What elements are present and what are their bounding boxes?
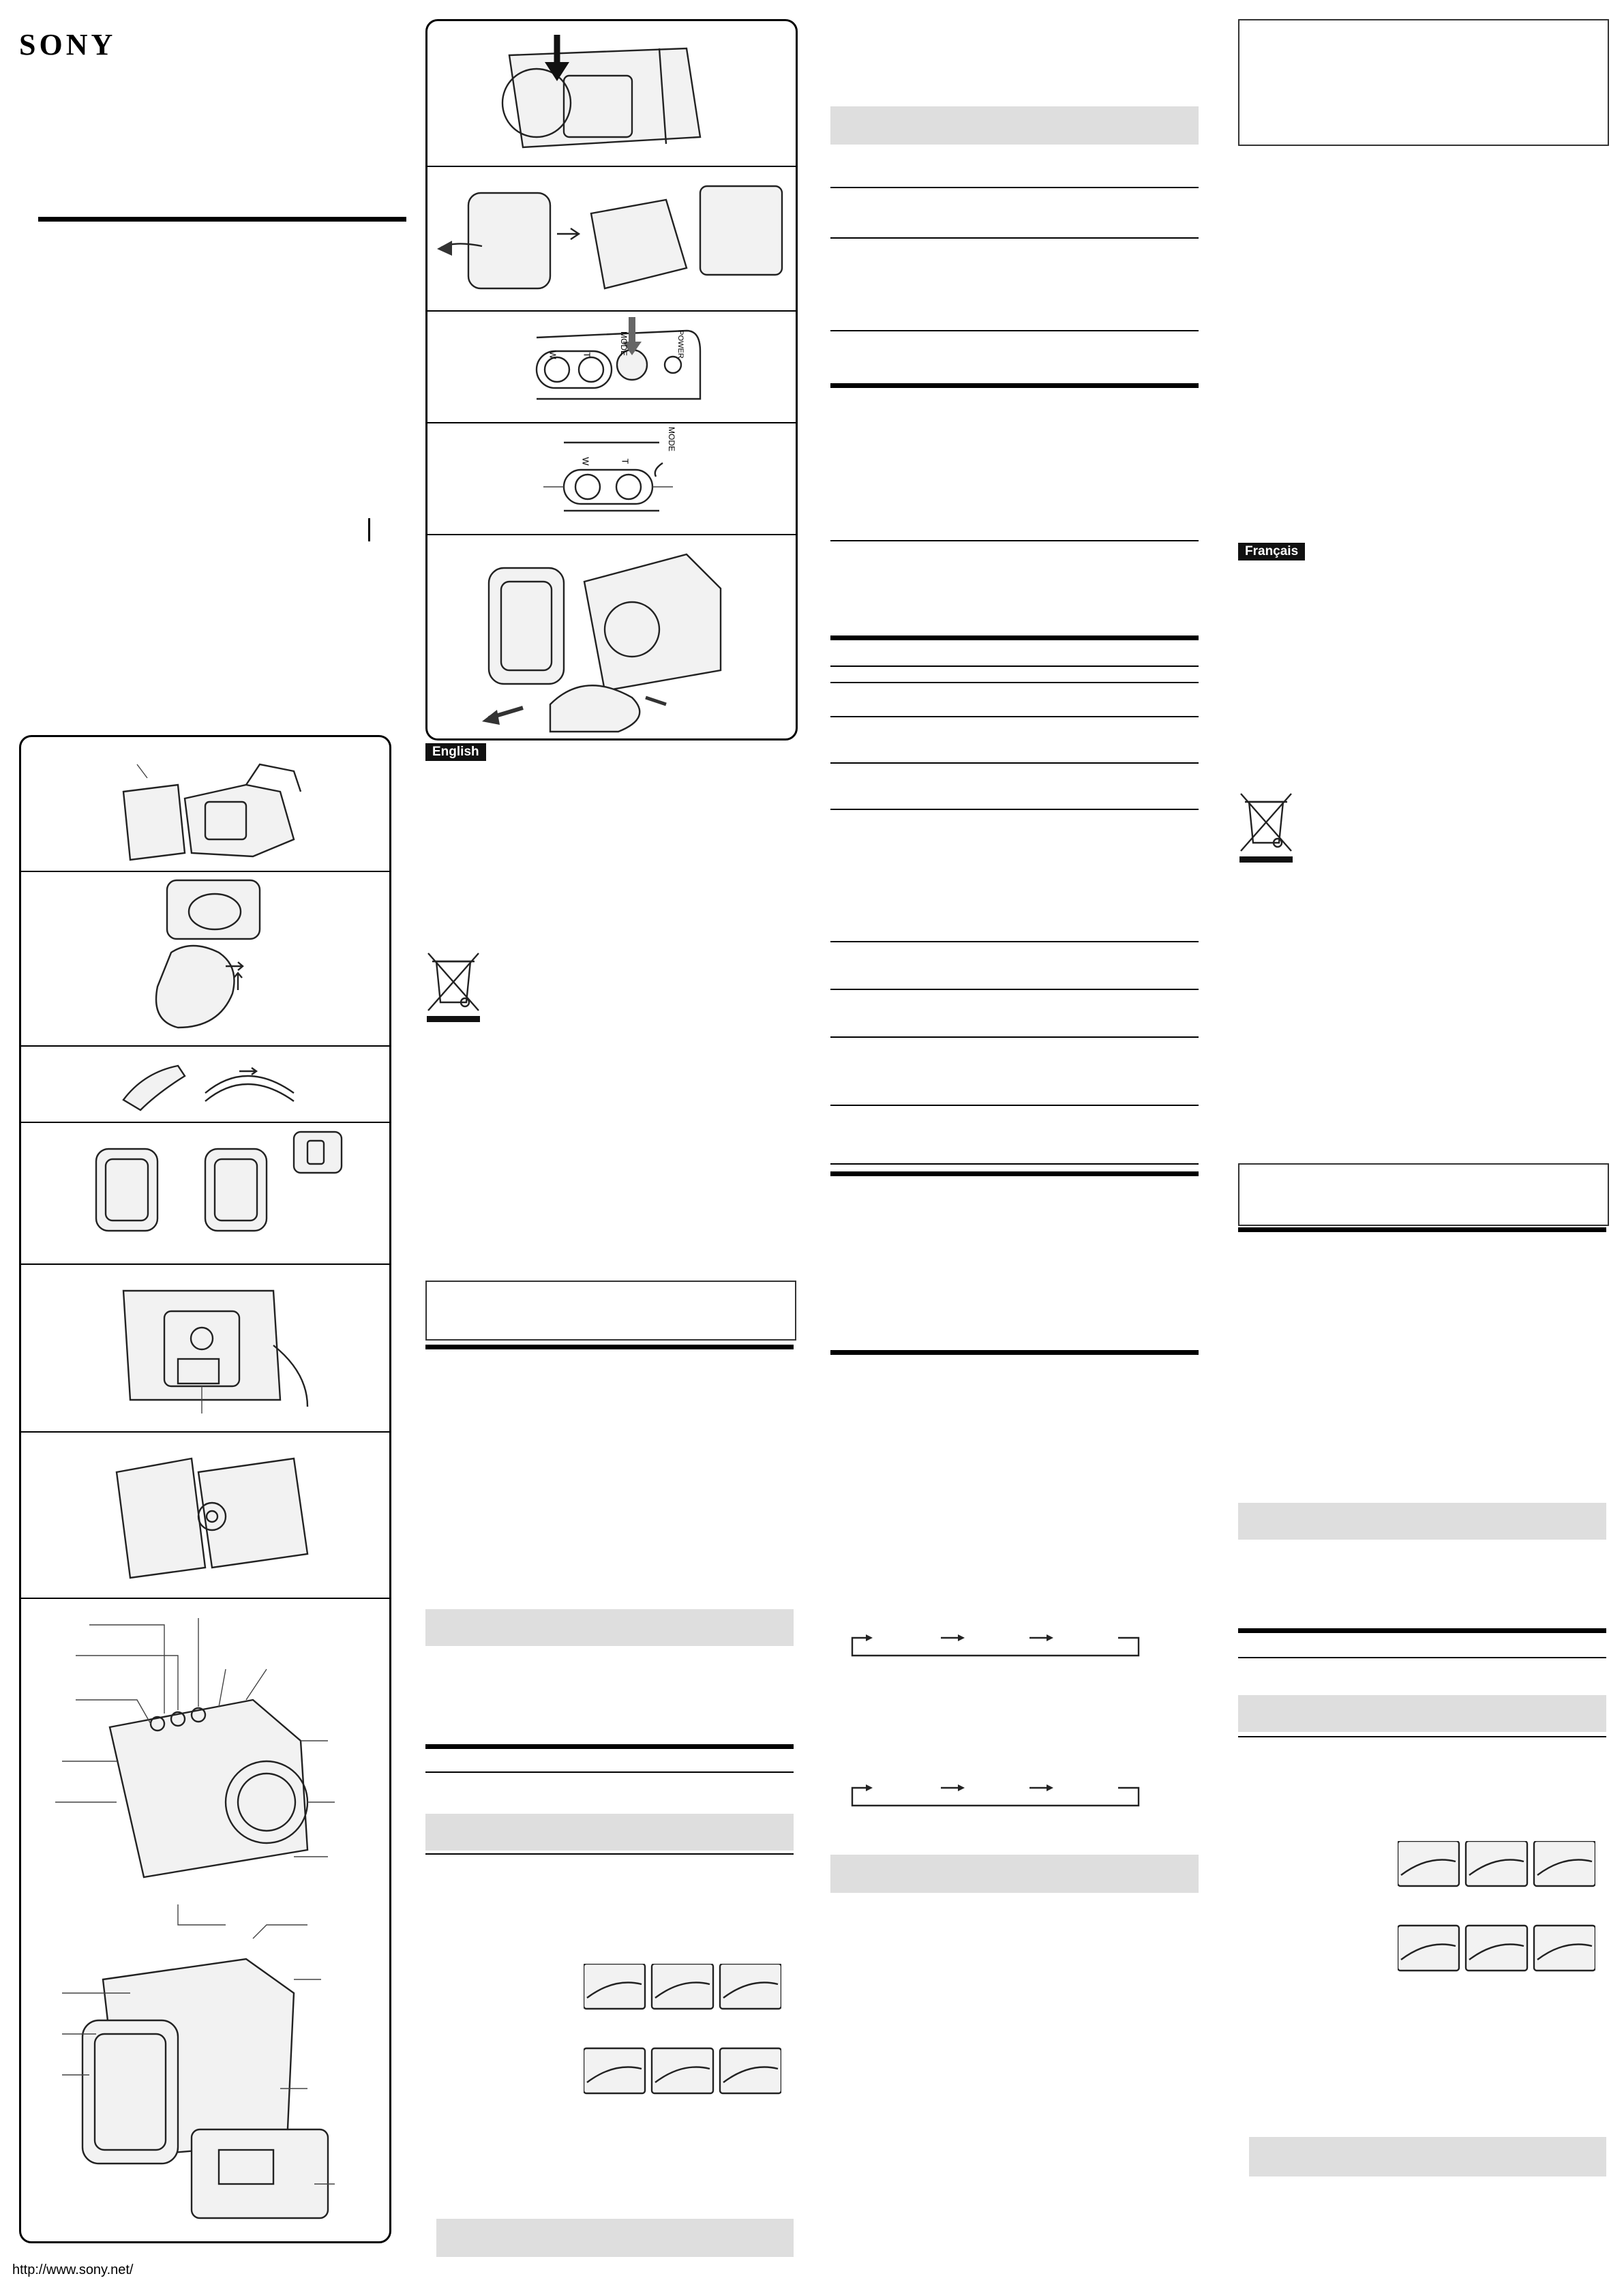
zoom-label-w: W <box>580 457 591 466</box>
col3-table-line-2 <box>830 682 1199 683</box>
col3-table-line-4 <box>830 762 1199 764</box>
step-fit-oring <box>21 1122 389 1265</box>
col3-divider-2 <box>830 237 1199 239</box>
btn-label-power: POWER <box>676 330 685 359</box>
oring-damage-examples-en <box>584 1964 781 2114</box>
parts-diagram <box>21 1598 389 2241</box>
step-wipe-oring <box>21 1045 389 1123</box>
french-heading-rule-2 <box>1238 1628 1606 1633</box>
step-insert-camera <box>21 1263 389 1433</box>
french-notice-box <box>1238 1163 1609 1226</box>
english-notice-box <box>425 1281 796 1341</box>
french-section-tag: Français <box>1238 543 1305 560</box>
col3-table-line-9 <box>830 1105 1199 1106</box>
oring-damage-examples-fr <box>1398 1841 1595 1991</box>
camera-removal-illustration <box>427 534 796 738</box>
margin-mark <box>368 518 370 541</box>
col3-heading-rule-3 <box>830 1171 1199 1176</box>
col3-heading-rule-2 <box>830 635 1199 640</box>
assembly-steps-panel-right <box>425 19 798 740</box>
sony-logo: SONY <box>19 28 117 61</box>
btn-label-mode: MODE <box>619 331 629 356</box>
step-mode-button <box>427 310 796 423</box>
mode-cycle-diagram-1 <box>845 1631 1159 1658</box>
col3-table-line-7 <box>830 989 1199 990</box>
english-divider-b <box>425 1853 794 1855</box>
finger-wipe-illustration <box>21 1045 389 1122</box>
col3-table-line-3 <box>830 716 1199 717</box>
crossed-out-wheelie-bin-icon-fr <box>1235 788 1297 863</box>
english-heading-rule <box>425 1345 794 1349</box>
french-divider-a <box>1238 1657 1606 1658</box>
col3-table-line-10 <box>830 1163 1199 1165</box>
col3-table-line-8 <box>830 1036 1199 1038</box>
col3-band-2 <box>830 1855 1199 1893</box>
french-footer-band <box>1249 2137 1606 2176</box>
step-attach-tripod <box>21 1431 389 1599</box>
col3-divider-1 <box>830 187 1199 188</box>
zoom-buttons-illustration <box>427 422 796 534</box>
col3-table-line-6 <box>830 941 1199 942</box>
french-heading-rule-1 <box>1238 1227 1606 1232</box>
english-subheading-band-1 <box>425 1609 794 1646</box>
sony-website-link[interactable]: http://www.sony.net/ <box>12 2262 134 2277</box>
col3-divider-4 <box>830 540 1199 541</box>
french-top-notice-box <box>1238 19 1609 146</box>
case-interior-illustration <box>21 1263 389 1431</box>
lcd-cover-illustration <box>427 166 796 310</box>
step-open-lcd-cover <box>427 166 796 312</box>
assembly-steps-panel-left <box>19 735 391 2243</box>
col3-divider-3 <box>830 330 1199 331</box>
step-zoom-buttons <box>427 422 796 535</box>
zoom-label-t: T <box>620 458 631 464</box>
oring-seating-illustration <box>21 1122 389 1263</box>
english-section-rule-2 <box>425 1744 794 1749</box>
col3-heading-rule-4 <box>830 1350 1199 1355</box>
mode-cycle-diagram-2 <box>845 1781 1159 1808</box>
step-insert-camera-arrow <box>427 21 796 167</box>
hand-oring-illustration <box>21 871 389 1045</box>
col3-table-line-5 <box>830 809 1199 810</box>
col3-band-1 <box>830 106 1199 145</box>
english-subheading-band-2 <box>425 1814 794 1851</box>
step-parts-identification <box>21 1598 389 2241</box>
french-divider-b <box>1238 1736 1606 1737</box>
step-remove-camera <box>427 534 796 738</box>
french-band-2 <box>1238 1695 1606 1732</box>
english-section-tag: English <box>425 743 486 761</box>
zoom-label-mode: MODE <box>667 427 676 451</box>
step-remove-oring <box>21 871 389 1047</box>
french-band-1 <box>1238 1503 1606 1540</box>
case-open-illustration <box>21 737 389 871</box>
col3-table-line-1 <box>830 665 1199 667</box>
mode-button-illustration <box>427 310 796 422</box>
english-footer-band <box>436 2219 794 2257</box>
title-rule <box>38 217 406 222</box>
camera-insert-illustration <box>427 21 796 166</box>
english-divider-a <box>425 1771 794 1773</box>
step-open-case <box>21 737 389 872</box>
col3-heading-rule-1 <box>830 383 1199 388</box>
btn-label-t: T <box>582 352 592 358</box>
crossed-out-wheelie-bin-icon <box>423 948 484 1023</box>
case-tripod-illustration <box>21 1431 389 1598</box>
btn-label-w: W <box>547 350 558 359</box>
